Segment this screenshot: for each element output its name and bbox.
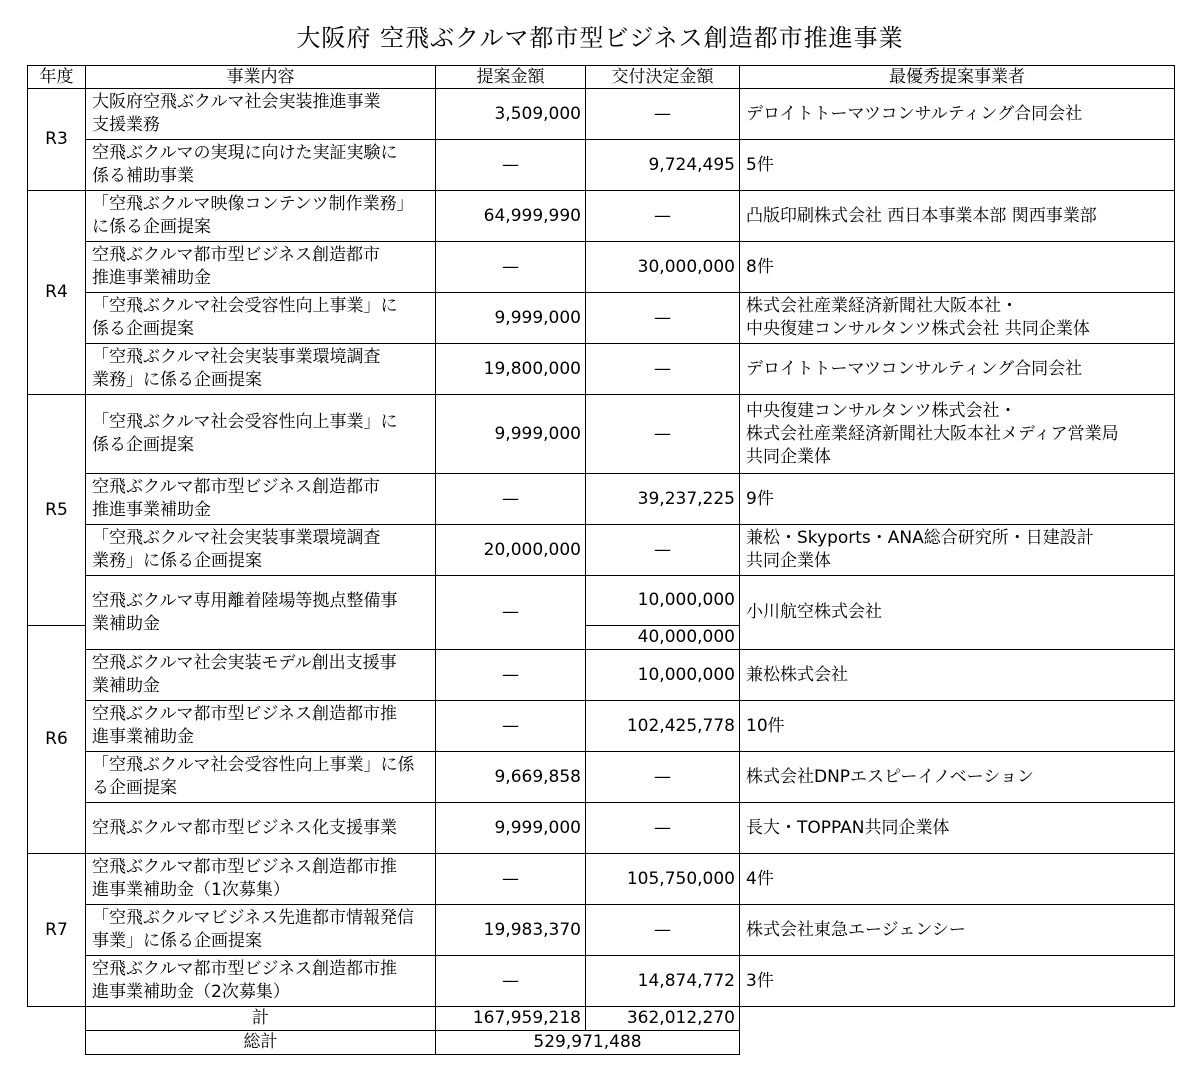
content-line: 推進事業補助金 [92, 268, 211, 288]
proposal-amount: — [436, 854, 586, 905]
proposal-amount: — [436, 242, 586, 293]
content-line: 空飛ぶクルマ都市型ビジネス創造都市 [92, 245, 380, 265]
table-row [28, 474, 1175, 525]
winner-line: 兼松・Skyports・ANA総合研究所・日建設計 [746, 528, 1094, 548]
content-line: 大阪府空飛ぶクルマ社会実装推進事業 [92, 92, 381, 112]
table-row [28, 752, 1175, 803]
content-line: る企画提案 [92, 778, 177, 798]
table-row [28, 576, 1175, 626]
content-cell [86, 395, 436, 474]
content-cell [86, 956, 436, 1007]
winner-line: 中央復建コンサルタンツ株式会社・ [746, 400, 1017, 421]
proposal-amount: 3,509,000 [436, 89, 586, 140]
winner-line: 株式会社産業経済新聞社大阪本社・ [746, 296, 1018, 316]
content-line: 業補助金 [92, 613, 160, 634]
winner-line: 共同企業体 [746, 551, 831, 571]
content-cell [86, 293, 436, 344]
table-row [28, 650, 1175, 701]
winner-cell: 株式会社東急エージェンシー [740, 905, 1175, 956]
table-row [28, 242, 1175, 293]
table-row [28, 956, 1175, 1007]
grant-amount: — [586, 803, 740, 854]
grant-amount: 10,000,000 [586, 576, 740, 626]
grant-amount: 10,000,000 [586, 650, 740, 701]
proposal-amount: — [436, 956, 586, 1007]
year-cell-r5: R5 [28, 395, 86, 626]
content-cell [86, 752, 436, 803]
content-cell [86, 89, 436, 140]
proposal-amount: 9,999,000 [436, 293, 586, 344]
total-row [28, 1007, 1175, 1031]
winner-cell: 4件 [740, 854, 1175, 905]
content-line: 「空飛ぶクルマ社会受容性向上事業」に係 [92, 755, 415, 775]
proposal-amount: — [436, 474, 586, 525]
grand-total-value: 529,971,488 [436, 1031, 740, 1055]
grant-amount: — [586, 525, 740, 576]
content-line: 「空飛ぶクルマ映像コンテンツ制作業務」 [92, 194, 414, 214]
content-cell [86, 474, 436, 525]
winner-cell: 9件 [740, 474, 1175, 525]
content-line: 進事業補助金（2次募集） [92, 982, 290, 1002]
content-cell [86, 905, 436, 956]
content-line: 空飛ぶクルマ専用離着陸場等拠点整備事 [92, 590, 398, 611]
content-line: 支援業務 [92, 115, 160, 135]
content-line: 「空飛ぶクルマ社会実装事業環境調査 [92, 347, 381, 367]
grant-amount: 102,425,778 [586, 701, 740, 752]
grand-total-row [28, 1031, 1175, 1055]
winner-cell: 小川航空株式会社 [740, 576, 1175, 650]
content-line: 空飛ぶクルマ都市型ビジネス創造都市推 [92, 857, 397, 877]
grant-amount: 14,874,772 [586, 956, 740, 1007]
content-line: 推進事業補助金 [92, 500, 211, 520]
winner-line: 共同企業体 [746, 446, 831, 467]
winner-cell: 5件 [740, 140, 1175, 191]
content-line: 「空飛ぶクルマ社会実装事業環境調査 [92, 528, 381, 548]
content-cell [86, 650, 436, 701]
content-cell [86, 576, 436, 650]
winner-cell: 10件 [740, 701, 1175, 752]
winner-cell: 兼松株式会社 [740, 650, 1175, 701]
proposal-amount: 20,000,000 [436, 525, 586, 576]
winner-cell [740, 395, 1175, 474]
total-grant: 362,012,270 [586, 1007, 740, 1031]
grant-amount: — [586, 905, 740, 956]
header-row [28, 66, 1175, 89]
winner-line: 株式会社産業経済新聞社大阪本社メディア営業局 [746, 423, 1119, 444]
header-content: 事業内容 [86, 66, 436, 89]
winner-cell [740, 293, 1175, 344]
table-row [28, 395, 1175, 474]
header-proposal: 提案金額 [436, 66, 586, 89]
content-cell [86, 525, 436, 576]
proposal-amount: — [436, 140, 586, 191]
proposal-amount: — [436, 701, 586, 752]
winner-cell: 8件 [740, 242, 1175, 293]
grant-amount: — [586, 191, 740, 242]
content-line: 「空飛ぶクルマ社会受容性向上事業」に [92, 412, 398, 432]
grant-amount: — [586, 752, 740, 803]
content-line: 「空飛ぶクルマ社会受容性向上事業」に [92, 296, 398, 316]
year-cell-r6: R6 [28, 626, 86, 854]
grant-amount: 40,000,000 [586, 626, 740, 650]
content-cell [86, 854, 436, 905]
proposal-amount: 19,800,000 [436, 344, 586, 395]
winner-cell: 株式会社DNPエスピーイノベーション [740, 752, 1175, 803]
winner-line: 中央復建コンサルタンツ株式会社 共同企業体 [746, 319, 1090, 339]
content-line: 空飛ぶクルマ都市型ビジネス創造都市推 [92, 704, 397, 724]
header-winner: 最優秀提案事業者 [740, 66, 1175, 89]
proposal-amount: 64,999,990 [436, 191, 586, 242]
proposal-amount: 9,669,858 [436, 752, 586, 803]
grant-amount: 39,237,225 [586, 474, 740, 525]
proposal-amount: 19,983,370 [436, 905, 586, 956]
total-proposal: 167,959,218 [436, 1007, 586, 1031]
winner-cell [740, 525, 1175, 576]
total-label: 計 [86, 1007, 436, 1031]
proposal-amount: — [436, 576, 586, 650]
page-title: 大阪府 空飛ぶクルマ都市型ビジネス創造都市推進事業 [296, 24, 904, 52]
grant-amount: — [586, 293, 740, 344]
content-line: 空飛ぶクルマの実現に向けた実証実験に [92, 143, 398, 163]
table-row [28, 293, 1175, 344]
table-row [28, 905, 1175, 956]
table-row [28, 525, 1175, 576]
proposal-amount: 9,999,000 [436, 395, 586, 474]
winner-cell: 長大・TOPPAN共同企業体 [740, 803, 1175, 854]
grant-amount: 9,724,495 [586, 140, 740, 191]
content-line: 進事業補助金（1次募集） [92, 880, 290, 900]
table-row [28, 701, 1175, 752]
content-line: 空飛ぶクルマ都市型ビジネス創造都市推 [92, 959, 397, 979]
table-row [28, 89, 1175, 140]
content-line: 業務」に係る企画提案 [92, 370, 262, 390]
winner-cell: デロイトトーマツコンサルティング合同会社 [740, 344, 1175, 395]
grand-total-label: 総計 [86, 1031, 436, 1055]
year-cell-r4: R4 [28, 191, 86, 395]
content-line: 空飛ぶクルマ都市型ビジネス創造都市 [92, 477, 380, 497]
header-grant: 交付決定金額 [586, 66, 740, 89]
table-row [28, 854, 1175, 905]
content-line: 業務」に係る企画提案 [92, 551, 262, 571]
grant-amount: — [586, 344, 740, 395]
winner-cell: デロイトトーマツコンサルティング合同会社 [740, 89, 1175, 140]
winner-cell: 3件 [740, 956, 1175, 1007]
content-cell [86, 701, 436, 752]
content-line: に係る企画提案 [92, 217, 211, 237]
content-line: 空飛ぶクルマ社会実装モデル創出支援事 [92, 653, 397, 673]
content-cell [86, 242, 436, 293]
grant-amount: — [586, 395, 740, 474]
content-line: 業補助金 [92, 676, 160, 696]
content-cell [86, 140, 436, 191]
content-line: 進事業補助金 [92, 727, 194, 747]
content-cell [86, 344, 436, 395]
proposal-amount: 9,999,000 [436, 803, 586, 854]
content-line: 事業」に係る企画提案 [92, 931, 262, 951]
grant-amount: 105,750,000 [586, 854, 740, 905]
content-line: 係る補助事業 [92, 166, 194, 186]
table-row [28, 191, 1175, 242]
content-line: 係る企画提案 [92, 319, 194, 339]
content-cell: 空飛ぶクルマ都市型ビジネス化支援事業 [86, 803, 436, 854]
table-row [28, 803, 1175, 854]
grant-amount: — [586, 89, 740, 140]
year-cell-r3: R3 [28, 89, 86, 191]
year-cell-r7: R7 [28, 854, 86, 1007]
header-year: 年度 [28, 66, 86, 89]
content-cell [86, 191, 436, 242]
table-row [28, 140, 1175, 191]
table-row [28, 344, 1175, 395]
project-table [27, 65, 1175, 1055]
content-line: 「空飛ぶクルマビジネス先進都市情報発信 [92, 908, 414, 928]
winner-cell: 凸版印刷株式会社 西日本事業本部 関西事業部 [740, 191, 1175, 242]
grant-amount: 30,000,000 [586, 242, 740, 293]
content-line: 係る企画提案 [92, 435, 194, 455]
proposal-amount: — [436, 650, 586, 701]
